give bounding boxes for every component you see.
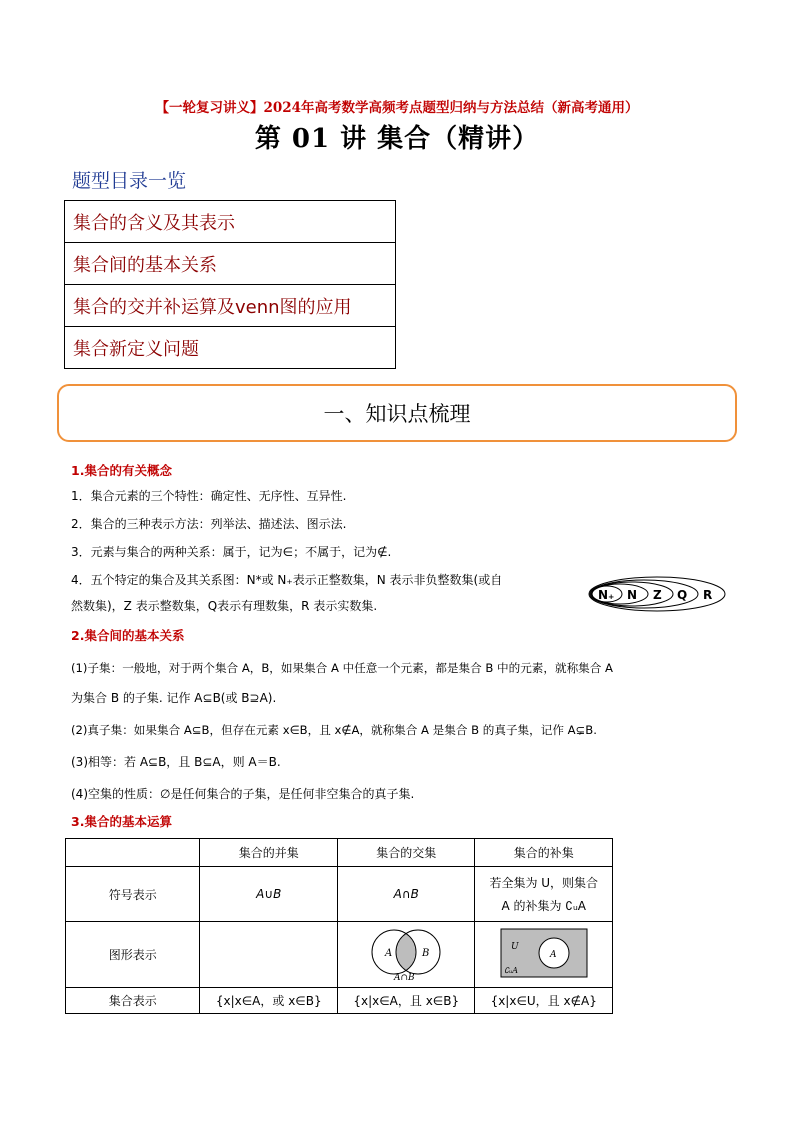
complement-set-notation: {x|x∈U，且 x∉A}	[475, 988, 613, 1014]
s1-p4a: 4．五个特定的集合及其关系图：N*或 N₊表示正整数集，N 表示非负整数集(或自	[71, 573, 503, 587]
venn-label: N	[627, 588, 638, 602]
intersection-label: A∩B	[394, 973, 415, 982]
intersection-set-notation: {x|x∈A，且 x∈B}	[337, 988, 475, 1014]
toc-item[interactable]: 集合的含义及其表示	[65, 201, 396, 243]
complement-symbol	[475, 867, 613, 922]
set-a-label: A	[549, 950, 557, 960]
set-b-label: B	[422, 948, 430, 959]
page-title: 第 01 讲 集合（精讲）	[254, 124, 540, 154]
table-header: 集合的并集	[200, 839, 338, 867]
union-set-notation: {x|x∈A，或 x∈B}	[200, 988, 338, 1014]
intersection-venn-diagram	[366, 924, 446, 982]
operations-table	[65, 838, 613, 1014]
complement-line-1: 若全集为 U，则集合	[489, 876, 599, 890]
section-title: 一、知识点梳理	[323, 402, 471, 426]
complement-line-2: A 的补集为 ∁ᵤA	[501, 899, 587, 913]
s2-p1b: 为集合 B 的子集. 记作 A⊆B(或 B⊇A).	[71, 691, 277, 705]
section-2-heading: 2.集合间的基本关系	[71, 628, 185, 643]
row-label: 集合表示	[66, 988, 200, 1014]
section-1-heading: 1.集合的有关概念	[71, 463, 172, 478]
toc-heading: 题型目录一览	[72, 170, 187, 192]
intersection-diagram-cell	[337, 922, 475, 988]
complement-diagram-cell	[475, 922, 613, 988]
venn-label: Z	[653, 588, 662, 602]
row-label: 图形表示	[66, 922, 200, 988]
union-diagram-cell	[200, 922, 338, 988]
s1-p1: 1．集合元素的三个特性：确定性、无序性、互异性.	[71, 489, 347, 503]
s1-p3: 3．元素与集合的两种关系：属于，记为∈；不属于，记为∉.	[71, 545, 392, 559]
s2-p3: (3)相等：若 A⊆B，且 B⊆A，则 A＝B.	[71, 755, 281, 769]
s2-p2: (2)真子集：如果集合 A⊆B，但存在元素 x∈B，且 x∉A，就称集合 A 是集合 B 的真子集，记作 A⊊B.	[71, 723, 597, 737]
complement-diagram	[499, 927, 589, 979]
s1-p4b: 然数集)，Z 表示整数集，Q表示有理数集，R 表示实数集.	[71, 599, 378, 613]
set-a-label: A	[385, 948, 393, 959]
toc-item[interactable]: 集合新定义问题	[65, 327, 396, 369]
intersection-symbol: A∩B	[337, 867, 475, 922]
table-header: 集合的交集	[337, 839, 475, 867]
table-header	[66, 839, 200, 867]
section-3-heading: 3.集合的基本运算	[71, 814, 172, 829]
s2-p1a: (1)子集：一般地，对于两个集合 A，B，如果集合 A 中任意一个元素，都是集合 B 中的元素，就称集合 A	[71, 661, 613, 675]
venn-label: Q	[677, 588, 688, 602]
venn-label: R	[703, 588, 713, 602]
header-line: 【一轮复习讲义】2024年高考数学高频考点题型归纳与方法总结（新高考通用）	[155, 100, 639, 116]
toc-item[interactable]: 集合的交并补运算及venn图的应用	[65, 285, 396, 327]
union-symbol: A∪B	[200, 867, 338, 922]
venn-label: N₊	[598, 588, 615, 602]
table-header: 集合的补集	[475, 839, 613, 867]
s1-p2: 2．集合的三种表示方法：列举法、描述法、图示法.	[71, 517, 347, 531]
toc-item[interactable]: 集合间的基本关系	[65, 243, 396, 285]
s2-p4: (4)空集的性质：∅是任何集合的子集，是任何非空集合的真子集.	[71, 787, 415, 801]
complement-label: ∁ᵤA	[503, 966, 518, 975]
row-label: 符号表示	[66, 867, 200, 922]
toc-table	[64, 200, 396, 369]
universal-set-label: U	[510, 942, 519, 952]
nested-sets-diagram	[586, 574, 728, 614]
